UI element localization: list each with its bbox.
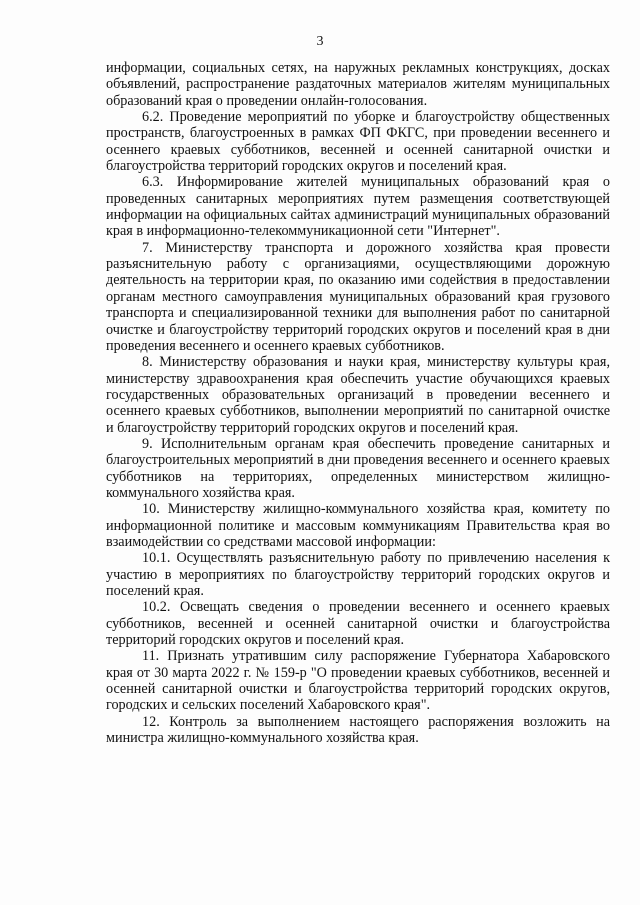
- document-body: [106, 60, 610, 746]
- paragraph-10-1: 10.1. Осуществлять разъяснительную работу по привлечению населения к участию в мероприятиях по благоустройству территорий городских округов и поселений края.: [106, 550, 610, 599]
- paragraph-7: 7. Министерству транспорта и дорожного хозяйства края провести разъяснительную работу с организациями, осуществляющими дорожную деятельность на территории края, по оказанию ими содействия в предоставлении органам местного самоуправления муниципальных образований края грузового транспорта и специализированной техники для выполнения работ по санитарной очистке и благоустройству территорий городских округов и поселений края в дни проведения весеннего и осеннего краевых субботников.: [106, 239, 610, 354]
- paragraph-6-2: 6.2. Проведение мероприятий по уборке и благоустройству общественных пространств, благоустроенных в рамках ФП ФКГС, при проведении весеннего и осеннего краевых субботников, весенней и осенней санитарной очистки и благоустройства территорий городских округов и поселений края.: [106, 109, 610, 175]
- paragraph-10-2: 10.2. Освещать сведения о проведении весеннего и осеннего краевых субботников, весенней и осенней санитарной очистки и благоустройства территорий городских округов и поселений края.: [106, 599, 610, 649]
- paragraph-8: 8. Министерству образования и науки края, министерству культуры края, министерству здравоохранения края обеспечить участие обучающихся краевых государственных образовательных организаций в проведении весеннего и осеннего краевых субботников, выполнении мероприятий по санитарной очистке и благоустройству территорий городских округов и поселений края.: [106, 354, 610, 436]
- paragraph-12: 12. Контроль за выполнением настоящего распоряжения возложить на министра жилищно-коммунального хозяйства края.: [106, 713, 610, 747]
- page-number: 3: [316, 34, 324, 49]
- paragraph-continuation: информации, социальных сетях, на наружных рекламных конструкциях, досках объявлений, распространение раздаточных материалов жителям муниципальных образований края о проведении онлайн-голосования.: [106, 60, 610, 109]
- paragraph-11: 11. Признать утратившим силу распоряжение Губернатора Хабаровского края от 30 марта 2022 г. № 159-р "О проведении краевых субботников, весенней и осенней санитарной очистки и благоустройства территорий городских округов, городских и сельских поселений Хабаровского края".: [106, 648, 610, 714]
- paragraph-10: 10. Министерству жилищно-коммунального хозяйства края, комитету по информационной политике и массовым коммуникациям Правительства края во взаимодействии со средствами массовой информации:: [106, 501, 610, 550]
- paragraph-6-3: 6.3. Информирование жителей муниципальных образований края о проведенных санитарных мероприятиях путем размещения соответствующей информации на официальных сайтах администраций муниципальных образований края в информационно-телекоммуникационной сети "Интернет".: [106, 174, 610, 240]
- paragraph-9: 9. Исполнительным органам края обеспечить проведение санитарных и благоустроительных мероприятий в дни проведения весеннего и осеннего краевых субботников на территориях, определенных министерством жилищно-коммунального хозяйства края.: [106, 435, 610, 501]
